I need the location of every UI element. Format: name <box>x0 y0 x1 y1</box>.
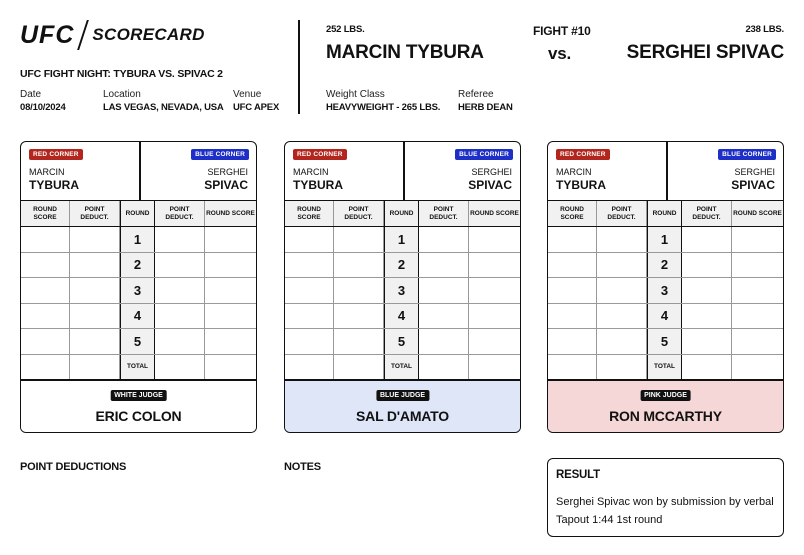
round-row <box>285 304 520 330</box>
blue-last-name: SPIVAC <box>731 178 775 192</box>
red-point-deduct-cell[interactable] <box>597 304 647 329</box>
total-row <box>548 355 783 380</box>
round-row <box>548 304 783 330</box>
score-grid <box>21 201 256 380</box>
red-round-score-cell[interactable] <box>548 253 597 278</box>
blue-round-score-cell[interactable] <box>205 227 256 252</box>
red-corner-badge: RED CORNER <box>29 149 83 160</box>
blue-fighter-weight: 238 LBS. <box>745 24 784 35</box>
round-row <box>285 227 520 253</box>
blue-point-deduct-cell[interactable] <box>682 304 732 329</box>
blue-point-deduct-cell[interactable] <box>682 227 732 252</box>
red-total-cell[interactable] <box>285 355 334 379</box>
round-number: 1 <box>647 227 682 252</box>
red-point-deduct-cell[interactable] <box>70 304 120 329</box>
judge-scorecard-3 <box>547 141 784 433</box>
blue-round-score-cell[interactable] <box>469 329 520 354</box>
corner-divider <box>666 142 668 201</box>
blue-total-cell[interactable] <box>732 355 783 379</box>
round-row <box>21 227 256 253</box>
round-header: ROUND <box>120 201 155 226</box>
red-total-deduct-cell[interactable] <box>70 355 120 379</box>
red-first-name: MARCIN <box>293 167 329 177</box>
blue-last-name: SPIVAC <box>468 178 512 192</box>
red-last-name: TYBURA <box>293 178 343 192</box>
weight-class-value: HEAVYWEIGHT - 265 LBS. <box>326 102 441 113</box>
round-number: 1 <box>120 227 155 252</box>
score-grid <box>285 201 520 380</box>
blue-round-score-cell[interactable] <box>469 304 520 329</box>
round-number: 3 <box>120 278 155 303</box>
blue-corner-fighter <box>468 167 512 192</box>
red-point-deduct-cell[interactable] <box>597 227 647 252</box>
round-number: 3 <box>384 278 419 303</box>
blue-round-score-cell[interactable] <box>469 227 520 252</box>
location-label: Location <box>103 89 141 100</box>
round-row <box>285 253 520 279</box>
blue-total-cell[interactable] <box>469 355 520 379</box>
red-last-name: TYBURA <box>556 178 606 192</box>
blue-corner-badge: BLUE CORNER <box>191 149 249 160</box>
judge-scorecard-1 <box>20 141 257 433</box>
blue-point-deduct-cell[interactable] <box>419 304 469 329</box>
blue-round-score-cell[interactable] <box>469 278 520 303</box>
blue-round-score-cell[interactable] <box>732 253 783 278</box>
blue-round-score-header: ROUND SCORE <box>470 209 519 217</box>
blue-round-score-cell[interactable] <box>732 278 783 303</box>
red-round-score-cell[interactable] <box>21 227 70 252</box>
red-point-deduct-cell[interactable] <box>597 278 647 303</box>
round-row <box>548 278 783 304</box>
red-round-score-cell[interactable] <box>21 329 70 354</box>
round-number: 4 <box>384 304 419 329</box>
blue-point-deduct-cell[interactable] <box>155 278 205 303</box>
red-point-deduct-cell[interactable] <box>334 278 384 303</box>
result-title: RESULT <box>556 469 600 481</box>
blue-total-cell[interactable] <box>205 355 256 379</box>
round-number: 4 <box>120 304 155 329</box>
round-row <box>548 329 783 355</box>
round-row <box>21 329 256 355</box>
blue-round-score-header: ROUND SCORE <box>733 209 782 217</box>
blue-corner-fighter <box>204 167 248 192</box>
total-label: TOTAL <box>120 355 155 379</box>
red-round-score-header: ROUND SCORE <box>21 201 70 226</box>
header-divider <box>298 20 300 114</box>
referee-value: HERB DEAN <box>458 102 513 113</box>
red-corner-badge: RED CORNER <box>293 149 347 160</box>
blue-point-deduct-cell[interactable] <box>419 329 469 354</box>
red-point-deduct-cell[interactable] <box>334 329 384 354</box>
venue-label: Venue <box>233 89 262 100</box>
round-row <box>21 304 256 330</box>
corner-divider <box>403 142 405 201</box>
blue-total-deduct-cell[interactable] <box>419 355 469 379</box>
ufc-logo <box>20 20 205 50</box>
round-header: ROUND <box>647 201 682 226</box>
red-first-name: MARCIN <box>556 167 592 177</box>
blue-first-name: SERGHEI <box>207 167 248 177</box>
blue-round-score-cell[interactable] <box>732 329 783 354</box>
red-total-deduct-cell[interactable] <box>334 355 384 379</box>
total-row <box>285 355 520 380</box>
blue-round-score-cell[interactable] <box>732 227 783 252</box>
red-point-deduct-header: POINT DEDUCT. <box>597 201 647 226</box>
blue-total-deduct-cell[interactable] <box>155 355 205 379</box>
red-round-score-cell[interactable] <box>285 278 334 303</box>
blue-point-deduct-cell[interactable] <box>155 253 205 278</box>
blue-round-score-cell[interactable] <box>205 278 256 303</box>
blue-point-deduct-header: POINT DEDUCT. <box>155 201 205 226</box>
blue-round-score-cell[interactable] <box>469 253 520 278</box>
corner-header <box>285 142 520 201</box>
red-round-score-cell[interactable] <box>285 329 334 354</box>
logo-divider <box>78 20 90 50</box>
notes-heading: NOTES <box>284 461 321 473</box>
fight-number: FIGHT #10 <box>533 24 591 38</box>
red-corner-fighter <box>293 167 343 192</box>
location-value: LAS VEGAS, NEVADA, USA <box>103 102 224 113</box>
red-point-deduct-cell[interactable] <box>334 253 384 278</box>
red-point-deduct-cell[interactable] <box>334 304 384 329</box>
round-number: 2 <box>647 253 682 278</box>
judge-badge: BLUE JUDGE <box>376 390 429 401</box>
red-round-score-cell[interactable] <box>285 227 334 252</box>
blue-point-deduct-cell[interactable] <box>155 227 205 252</box>
blue-round-score-cell[interactable] <box>205 253 256 278</box>
red-point-deduct-cell[interactable] <box>597 329 647 354</box>
corner-header <box>548 142 783 201</box>
venue-value: UFC APEX <box>233 102 280 113</box>
judge-badge: WHITE JUDGE <box>110 390 167 401</box>
round-row <box>21 278 256 304</box>
total-row <box>21 355 256 380</box>
red-last-name: TYBURA <box>29 178 79 192</box>
event-title: UFC FIGHT NIGHT: TYBURA VS. SPIVAC 2 <box>20 68 223 80</box>
round-number: 5 <box>647 329 682 354</box>
logo-subtitle: SCORECARD <box>92 25 205 44</box>
judge-name: RON MCCARTHY <box>609 408 722 424</box>
red-point-deduct-cell[interactable] <box>70 227 120 252</box>
blue-point-deduct-cell[interactable] <box>419 278 469 303</box>
judge-scorecard-2 <box>284 141 521 433</box>
red-round-score-cell[interactable] <box>548 329 597 354</box>
blue-point-deduct-header: POINT DEDUCT. <box>682 201 732 226</box>
weight-class-label: Weight Class <box>326 89 385 100</box>
blue-total-deduct-cell[interactable] <box>682 355 732 379</box>
round-row <box>21 253 256 279</box>
blue-corner-badge: BLUE CORNER <box>718 149 776 160</box>
round-header: ROUND <box>384 201 419 226</box>
red-round-score-cell[interactable] <box>285 304 334 329</box>
referee-label: Referee <box>458 89 494 100</box>
round-row <box>285 278 520 304</box>
blue-round-score-cell[interactable] <box>732 304 783 329</box>
date-value: 08/10/2024 <box>20 102 66 113</box>
round-row <box>548 253 783 279</box>
total-label: TOTAL <box>384 355 419 379</box>
score-grid-header <box>548 201 783 227</box>
round-number: 2 <box>120 253 155 278</box>
round-row <box>285 329 520 355</box>
round-number: 5 <box>384 329 419 354</box>
blue-last-name: SPIVAC <box>204 178 248 192</box>
red-total-deduct-cell[interactable] <box>597 355 647 379</box>
round-number: 2 <box>384 253 419 278</box>
blue-fighter-name: SERGHEI SPIVAC <box>626 42 784 63</box>
blue-point-deduct-header: POINT DEDUCT. <box>419 201 469 226</box>
judge-name: SAL D'AMATO <box>356 408 449 424</box>
red-point-deduct-cell[interactable] <box>70 278 120 303</box>
result-box <box>547 458 784 537</box>
red-point-deduct-header: POINT DEDUCT. <box>334 201 384 226</box>
judge-panel <box>21 380 256 433</box>
red-total-cell[interactable] <box>548 355 597 379</box>
red-fighter-name: MARCIN TYBURA <box>326 42 484 63</box>
blue-corner-badge: BLUE CORNER <box>455 149 513 160</box>
blue-first-name: SERGHEI <box>734 167 775 177</box>
date-label: Date <box>20 89 42 100</box>
corner-header <box>21 142 256 201</box>
blue-round-score-cell[interactable] <box>205 329 256 354</box>
blue-point-deduct-cell[interactable] <box>682 329 732 354</box>
judge-panel <box>285 380 520 433</box>
judge-name: ERIC COLON <box>95 408 182 424</box>
blue-round-score-header: ROUND SCORE <box>206 209 255 217</box>
red-round-score-cell[interactable] <box>548 304 597 329</box>
round-row <box>548 227 783 253</box>
red-round-score-header: ROUND SCORE <box>548 201 597 226</box>
blue-first-name: SERGHEI <box>471 167 512 177</box>
point-deductions-heading: POINT DEDUCTIONS <box>20 461 127 473</box>
red-point-deduct-cell[interactable] <box>70 329 120 354</box>
red-round-score-header: ROUND SCORE <box>285 201 334 226</box>
red-corner-fighter <box>556 167 606 192</box>
red-round-score-cell[interactable] <box>548 227 597 252</box>
judge-panel <box>548 380 783 433</box>
red-fighter-weight: 252 LBS. <box>326 24 365 35</box>
red-round-score-cell[interactable] <box>21 304 70 329</box>
blue-corner-fighter <box>731 167 775 192</box>
red-round-score-cell[interactable] <box>21 253 70 278</box>
blue-round-score-cell[interactable] <box>205 304 256 329</box>
red-corner-badge: RED CORNER <box>556 149 610 160</box>
blue-point-deduct-cell[interactable] <box>155 329 205 354</box>
red-point-deduct-header: POINT DEDUCT. <box>70 201 120 226</box>
red-total-cell[interactable] <box>21 355 70 379</box>
judge-badge: PINK JUDGE <box>640 390 691 401</box>
red-round-score-cell[interactable] <box>21 278 70 303</box>
round-number: 1 <box>384 227 419 252</box>
score-grid-header <box>285 201 520 227</box>
blue-point-deduct-cell[interactable] <box>155 304 205 329</box>
corner-divider <box>139 142 141 201</box>
round-number: 5 <box>120 329 155 354</box>
blue-point-deduct-cell[interactable] <box>419 253 469 278</box>
round-number: 3 <box>647 278 682 303</box>
logo-text: UFC <box>20 20 75 49</box>
red-point-deduct-cell[interactable] <box>334 227 384 252</box>
blue-point-deduct-cell[interactable] <box>419 227 469 252</box>
score-grid-header <box>21 201 256 227</box>
red-round-score-cell[interactable] <box>548 278 597 303</box>
blue-point-deduct-cell[interactable] <box>682 278 732 303</box>
vs-label: vs. <box>548 44 572 63</box>
result-text: Serghei Spivac won by submission by verbal Tapout 1:44 1st round <box>556 496 774 526</box>
round-number: 4 <box>647 304 682 329</box>
red-first-name: MARCIN <box>29 167 65 177</box>
red-corner-fighter <box>29 167 79 192</box>
total-label: TOTAL <box>647 355 682 379</box>
red-point-deduct-cell[interactable] <box>597 253 647 278</box>
score-grid <box>548 201 783 380</box>
red-round-score-cell[interactable] <box>285 253 334 278</box>
blue-point-deduct-cell[interactable] <box>682 253 732 278</box>
red-point-deduct-cell[interactable] <box>70 253 120 278</box>
